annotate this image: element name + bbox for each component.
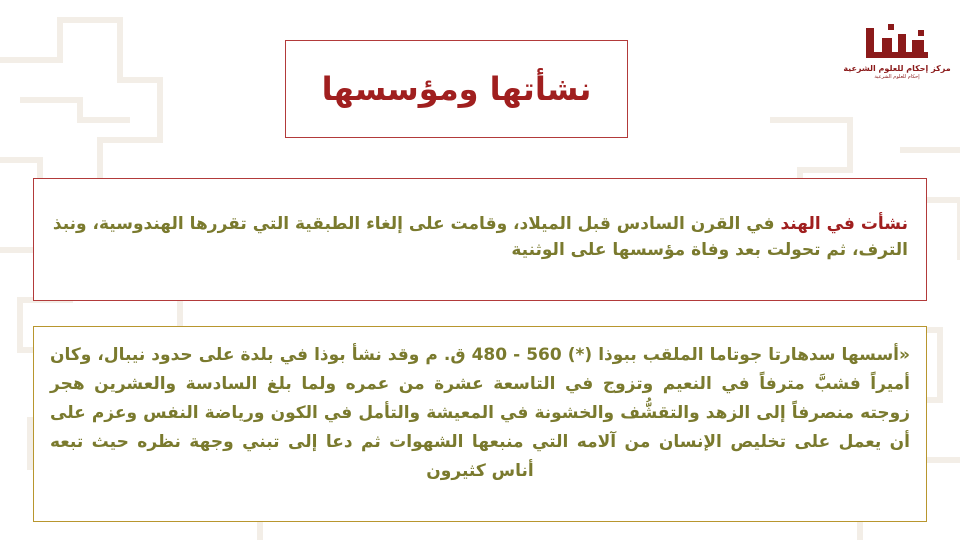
logo-mark-icon: [858, 22, 936, 62]
brand-logo: [842, 22, 952, 94]
founder-paragraph: «أسسها سدهارتا جوتاما الملقب ببوذا (*) 560 - 480 ق. م وقد نشأ بوذا في بلدة على حدود نيبال، وكان أميراً فشبَّ مترفاً في النعيم وتزوج في التاسعة عشرة من عمره ولما بلغ السادسة والعشرين هجر زوجته منصرفاً إلى الزهد والتقشُّف والخشونة في المعيشة والتأمل في الكون ورياضة النفس وعزم على أن يعمل على تخليص الإنسان من آلامه التي منبعها الشهوات ثم دعا إلى تبني وجهة نظره حيث تبعه أناس كثيرون: [50, 345, 910, 481]
slide-title: نشأتها ومؤسسها: [321, 70, 592, 108]
origin-paragraph: [52, 211, 908, 263]
logo-subtitle: مركز إحكام للعلوم الشرعية: [843, 64, 951, 73]
logo-tagline: إحكام للعلوم الشرعية: [874, 74, 920, 80]
founder-box: [33, 326, 927, 522]
origin-box: [33, 178, 927, 301]
origin-highlight: نشأت في الهند: [780, 214, 908, 234]
title-box: [285, 40, 628, 138]
origin-text: في القرن السادس قبل الميلاد، وقامت على إلغاء الطبقية التي تقررها الهندوسية، ونبذ الترف، ثم تحولت بعد وفاة مؤسسها على الوثنية: [52, 214, 908, 260]
